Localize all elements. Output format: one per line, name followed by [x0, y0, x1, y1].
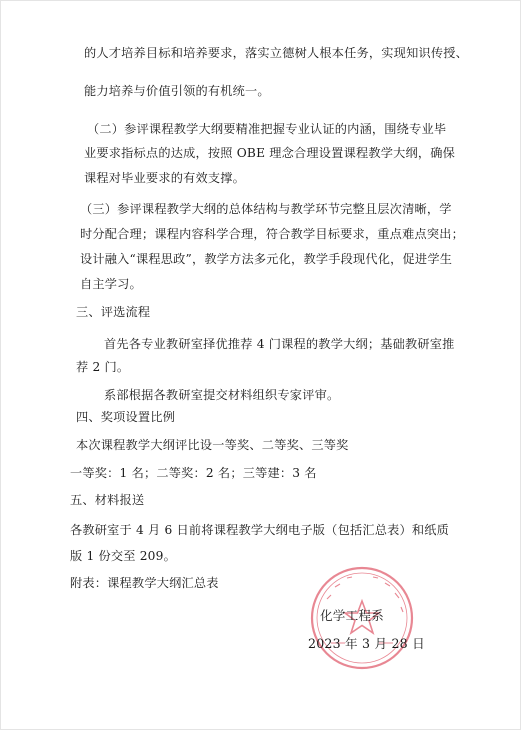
body-line: 系部根据各教研室提交材料组织专家评审。: [104, 388, 340, 402]
body-line: 各教研室于 4 月 6 日前将课程教学大纲电子版（包括汇总表）和纸质: [70, 523, 450, 537]
body-line: 本次课程教学大纲评比设一等奖、二等奖、三等奖: [76, 438, 349, 452]
section-heading: 四、奖项设置比例: [76, 410, 176, 424]
body-line: 设计融入“课程思政”，教学方法多元化，教学手段现代化，促进学生: [80, 252, 453, 266]
section-heading: 五、材料报送: [70, 493, 145, 507]
body-line: 时分配合理；课程内容科学合理，符合教学目标要求，重点难点突出；: [80, 227, 465, 241]
body-line: （二）参评课程教学大纲要精准把握专业认证的内涵，围绕专业毕: [87, 122, 447, 136]
body-line: 自主学习。: [80, 277, 142, 291]
body-line: 荐 2 门。: [76, 360, 130, 374]
body-line: 首先各专业教研室择优推荐 4 门课程的教学大纲；基础教研室推: [104, 337, 455, 351]
section-heading: 三、评选流程: [76, 305, 151, 319]
body-line: 业要求指标点的达成，按照 OBE 理念合理设置课程教学大纲，确保: [84, 146, 456, 160]
body-line: 一等奖：1 名；二等奖：2 名；三等建：3 名: [70, 466, 317, 480]
signature-department: 化学工程系: [320, 608, 384, 623]
body-line: 能力培养与价值引领的有机统一。: [84, 84, 270, 98]
body-line: （三）参评课程教学大纲的总体结构与教学环节完整且层次清晰，学: [80, 202, 452, 216]
body-line: 版 1 份交至 209。: [70, 549, 176, 563]
signature-date: 2023 年 3 月 28 日: [308, 636, 425, 651]
attachment-line: 附表：课程教学大纲汇总表: [70, 576, 219, 590]
body-line: 的人才培养目标和培养要求，落实立德树人根本任务，实现知识传授、: [84, 46, 469, 60]
body-line: 课程对毕业要求的有效支撑。: [84, 171, 246, 185]
